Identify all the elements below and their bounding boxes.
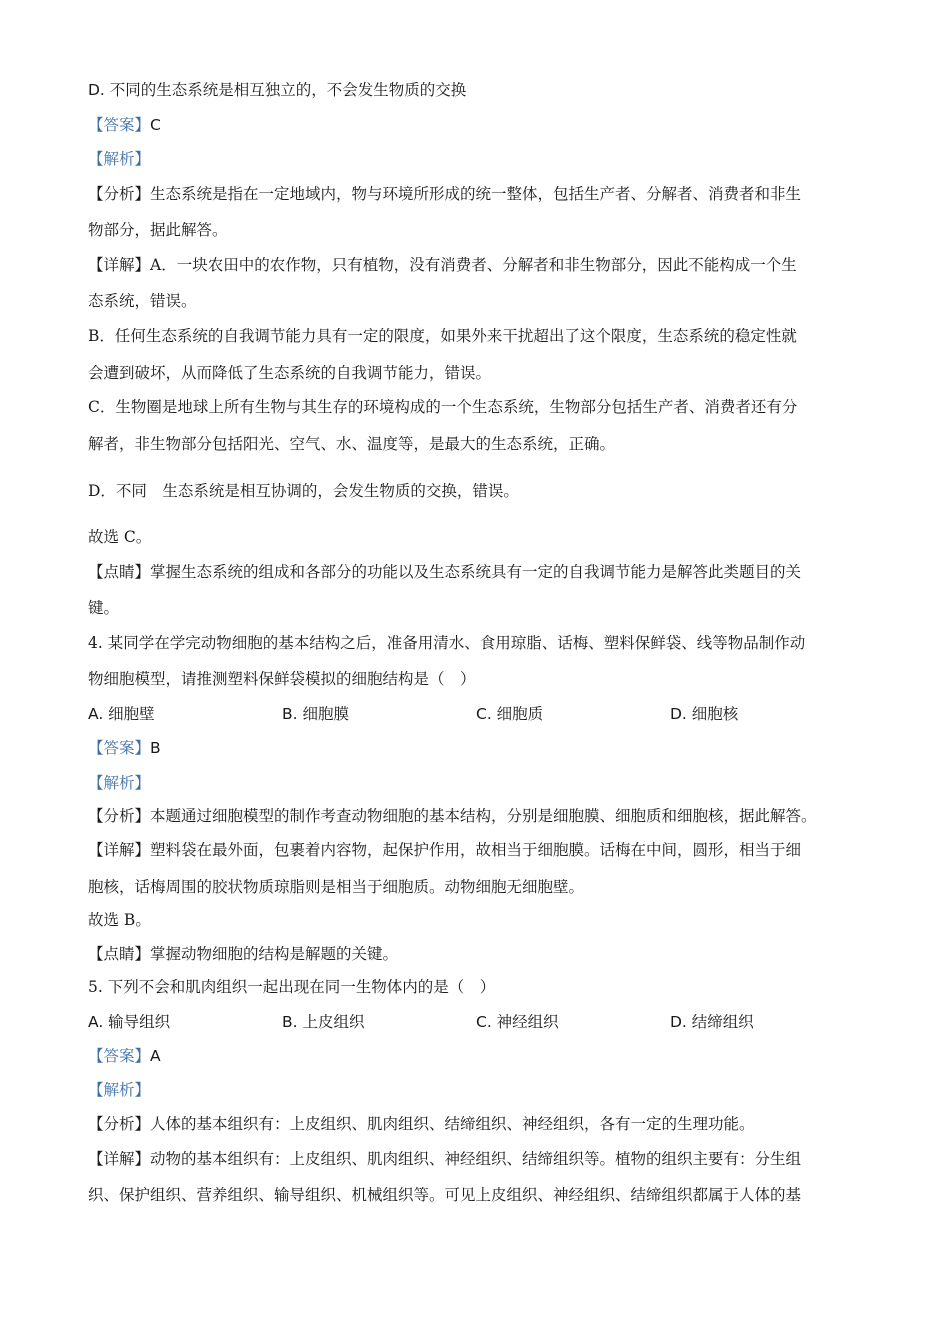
q5-option-c: C. 神经组织 (476, 1013, 559, 1031)
q5-xiangjie-line-1: 【详解】动物的基本组织有：上皮组织、肌肉组织、神经组织、结缔组织等。植物的组织主要有：分生组 (88, 1150, 802, 1168)
q3-fenxi-line-1: 【分析】生态系统是指在一定地域内，物与环境所形成的统一整体，包括生产者、分解者、消费者和非生 (88, 185, 802, 203)
answer-value: B (150, 739, 161, 757)
q3-dianjing-line-2: 键。 (88, 599, 120, 617)
q5-option-a: A. 输导组织 (88, 1013, 171, 1031)
answer-tag: 【答案】 (88, 116, 151, 134)
q4-choose: 故选 B。 (88, 911, 151, 929)
q4-xiangjie-line-1: 【详解】塑料袋在最外面，包裹着内容物，起保护作用，故相当于细胞膜。话梅在中间，圆形，相当于细 (88, 841, 802, 859)
q3-d-line-1: D．不同 生态系统是相互协调的，会发生物质的交换，错误。 (88, 482, 519, 500)
q3-analysis-tag: 【解析】 (88, 150, 151, 168)
q4-answer (88, 738, 161, 758)
answer-value: C (150, 116, 161, 134)
q3-xiangjie-line-1: 【详解】A．一块农田中的农作物，只有植物，没有消费者、分解者和非生物部分，因此不能构成一个生 (88, 256, 797, 274)
q4-option-c: C. 细胞质 (476, 705, 544, 723)
q3-option-d: D. 不同的生态系统是相互独立的，不会发生物质的交换 (88, 81, 467, 99)
q5-option-b: B. 上皮组织 (282, 1013, 365, 1031)
answer-tag: 【答案】 (88, 1047, 151, 1065)
q3-answer (88, 115, 161, 135)
q4-analysis-tag: 【解析】 (88, 774, 151, 792)
q5-stem: 5. 下列不会和肌肉组织一起出现在同一生物体内的是（ ） (88, 978, 496, 996)
q5-fenxi: 【分析】人体的基本组织有：上皮组织、肌肉组织、结缔组织、神经组织，各有一定的生理功能。 (88, 1115, 755, 1133)
q3-c-line-1: C．生物圈是地球上所有生物与其生存的环境构成的一个生态系统，生物部分包括生产者、消费者还有分 (88, 398, 798, 416)
q4-option-b: B. 细胞膜 (282, 705, 349, 723)
q3-b-line-2: 会遭到破坏，从而降低了生态系统的自我调节能力，错误。 (88, 364, 492, 382)
q5-answer (88, 1046, 161, 1066)
q4-stem-line-2: 物细胞模型，请推测塑料保鲜袋模拟的细胞结构是（ ） (88, 670, 476, 688)
q4-option-a: A. 细胞壁 (88, 705, 155, 723)
q4-stem-line-1: 4. 某同学在学完动物细胞的基本结构之后，准备用清水、食用琼脂、话梅、塑料保鲜袋、线等物品制作动 (88, 634, 806, 652)
q3-c-line-2: 解者，非生物部分包括阳光、空气、水、温度等，是最大的生态系统，正确。 (88, 435, 616, 453)
q3-b-line-1: B．任何生态系统的自我调节能力具有一定的限度，如果外来干扰超出了这个限度，生态系统的稳定性就 (88, 327, 797, 345)
q3-dianjing-line-1: 【点睛】掌握生态系统的组成和各部分的功能以及生态系统具有一定的自我调节能力是解答此类题目的关 (88, 563, 802, 581)
q5-option-d: D. 结缔组织 (670, 1013, 754, 1031)
q4-dianjing: 【点睛】掌握动物细胞的结构是解题的关键。 (88, 945, 399, 963)
answer-value: A (150, 1047, 161, 1065)
q4-option-d: D. 细胞核 (670, 705, 739, 723)
q5-analysis-tag: 【解析】 (88, 1081, 151, 1099)
q5-xiangjie-line-2: 织、保护组织、营养组织、输导组织、机械组织等。可见上皮组织、神经组织、结缔组织都属于人体的基 (88, 1186, 802, 1204)
q4-fenxi: 【分析】本题通过细胞模型的制作考查动物细胞的基本结构，分别是细胞膜、细胞质和细胞核，据此解答。 (88, 807, 817, 825)
q3-choose: 故选 C。 (88, 528, 152, 546)
q3-xiangjie-line-2: 态系统，错误。 (88, 292, 197, 310)
q3-fenxi-line-2: 物部分，据此解答。 (88, 221, 228, 239)
answer-tag: 【答案】 (88, 739, 151, 757)
q4-xiangjie-line-2: 胞核，话梅周围的胶状物质琼脂则是相当于细胞质。动物细胞无细胞壁。 (88, 878, 585, 896)
